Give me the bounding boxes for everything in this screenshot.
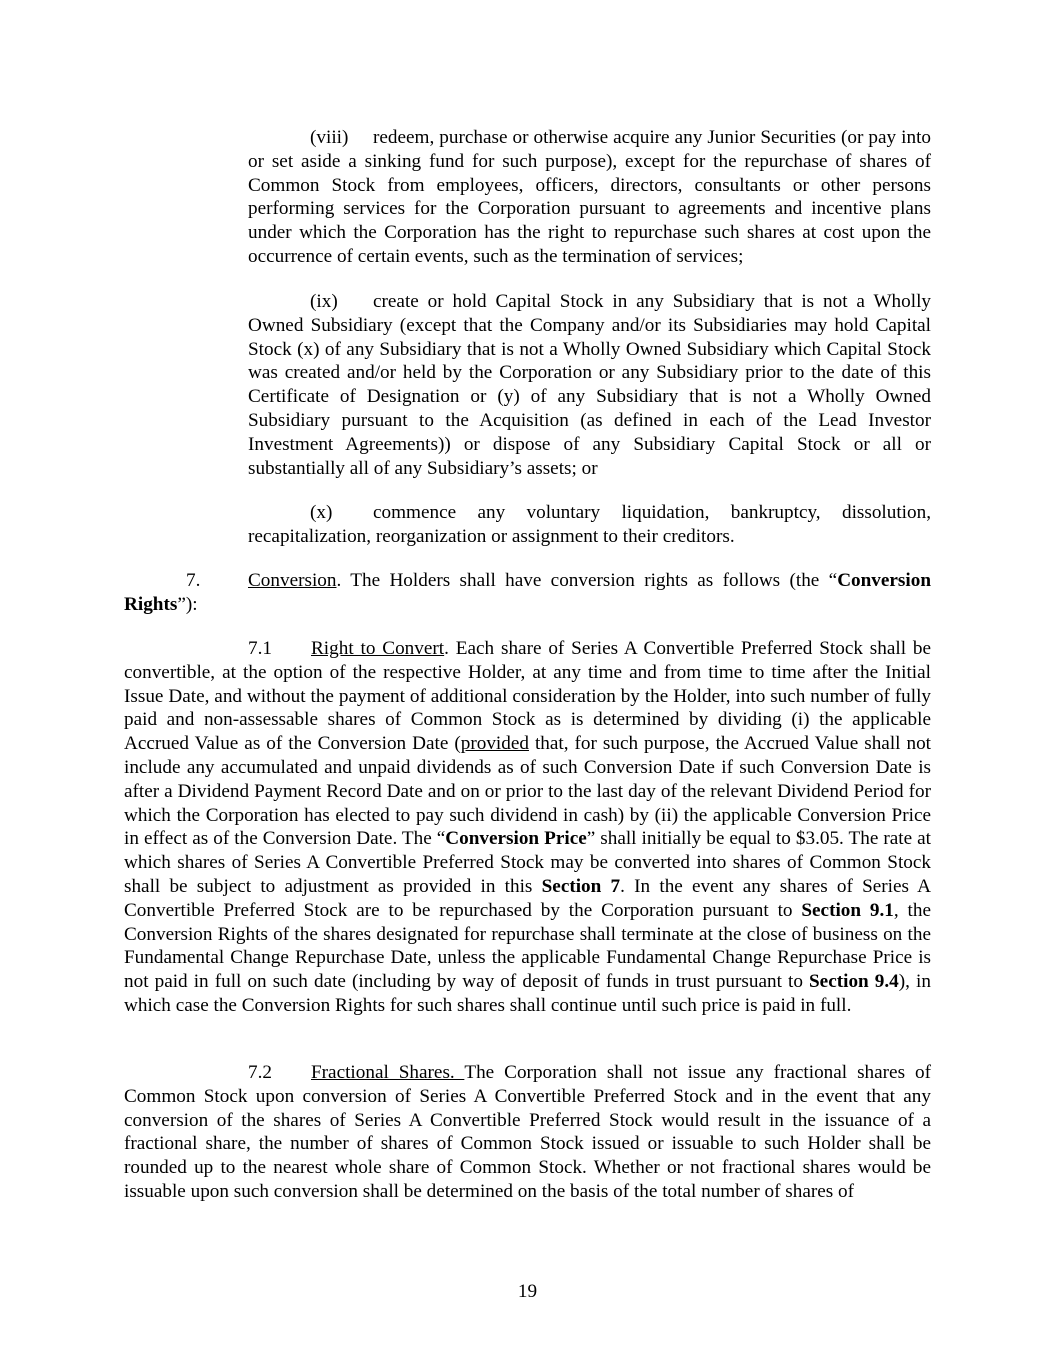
defined-term: Conversion Price [445, 828, 587, 850]
section-text: . Each share of Series A Convertible Preferred Stock shall be convertible, at the option of the respective Holder, at any time and from time to time after the Initial Issue Date, and without the payment of additional consideration by the Holder, into such number of fully paid and non-assessable shares of Common Stock as is determined by dividing (i) the applicable Accrued Value as of the Conversion Date ( [124, 638, 931, 755]
clause-x [248, 501, 931, 549]
section-text: The Corporation shall not issue any fractional shares of Common Stock upon conversion of Series A Convertible Preferred Stock and in the event that any conversion of the shares of Series A Convertible Preferred Stock would result in the issuance of a fractional share, the number of shares of Common Stock issued or issuable to such Holder shall be rounded up to the nearest whole share of Common Stock. Whether or not fractional shares would be issuable upon such conversion shall be determined on the basis of the total number of shares of [124, 1062, 931, 1202]
section-reference: Section 9.1 [801, 899, 894, 921]
section-text: ”): [177, 593, 198, 615]
section-reference: Section 9.4 [809, 971, 899, 993]
section-heading: Right to Convert [311, 638, 445, 659]
section-7-2 [124, 1061, 931, 1204]
section-number: 7.2 [248, 1062, 272, 1083]
section-7-1 [124, 637, 931, 1018]
section-text: . In the event any shares of Series A Convertible Preferred Stock are to be repurchased by the Corporation pursuant to [124, 875, 931, 921]
defined-term: Conversion Rights [124, 570, 931, 615]
provided-term: provided [460, 733, 529, 755]
clause-number: (x) [310, 502, 333, 523]
section-number: 7. [186, 570, 201, 591]
clause-number: (ix) [310, 291, 338, 312]
clause-ix [248, 290, 931, 480]
section-text: that, for such purpose, the Accrued Value shall not include any accumulated and unpaid dividends as of such Conversion Date if such Conversion Date is after a Dividend Payment Record Date and on or prior to the last day of the relevant Dividend Period for which the Corporation has elected to pay such dividend in cash) by (ii) the applicable Conversion Price in effect as of the Conversion Date. The “ [124, 733, 931, 850]
clause-text: create or hold Capital Stock in any Subsidiary that is not a Wholly Owned Subsidiary (except that the Company and/or its Subsidiaries may hold Capital Stock (x) of any Subsidiary that is not a Wholly Owned Subsidiary which Capital Stock was created and/or held by the Corporation or any Subsidiary prior to the date of this Certificate of Designation or (y) of any Subsidiary that is not a Wholly Owned Subsidiary pursuant to the Acquisition (as defined in each of the Lead Investor Investment Agreements)) or dispose of any Subsidiary Capital Stock or all or substantially all of any Subsidiary’s assets; or [248, 291, 931, 479]
section-text: , the Conversion Rights of the shares designated for repurchase shall terminate at the close of business on the Fundamental Change Repurchase Date, unless the applicable Fundamental Change Repurchase Price is not paid in full on such date (including by way of deposit of funds in trust pursuant to [124, 899, 931, 993]
section-heading: Conversion [248, 570, 337, 591]
section-heading: Fractional Shares. [311, 1062, 465, 1083]
section-7 [124, 569, 931, 617]
section-text: ” shall initially be equal to $3.05. The rate at which shares of Series A Convertible Preferred Stock may be converted into shares of Common Stock shall be subject to adjustment as provided in this [124, 828, 931, 897]
section-text: . The Holders shall have conversion rights as follows (the “ [336, 570, 838, 591]
clause-text: commence any voluntary liquidation, bankruptcy, dissolution, recapitalization, reorganization or assignment to their creditors. [248, 502, 931, 547]
section-reference: Section 7 [541, 875, 621, 897]
section-number: 7.1 [248, 638, 272, 659]
clause-text: redeem, purchase or otherwise acquire any Junior Securities (or pay into or set aside a sinking fund for such purpose), except for the repurchase of shares of Common Stock from employees, officers, directors, consultants or other persons performing services for the Corporation pursuant to agreements and incentive plans under which the Corporation has the right to repurchase such shares at cost upon the occurrence of certain events, such as the termination of services; [248, 127, 931, 267]
clause-viii [248, 126, 931, 269]
page-number: 19 [517, 1281, 538, 1302]
section-text: ), in which case the Conversion Rights for such shares shall continue until such price is paid in full. [124, 971, 931, 1016]
clause-number: (viii) [310, 127, 349, 148]
